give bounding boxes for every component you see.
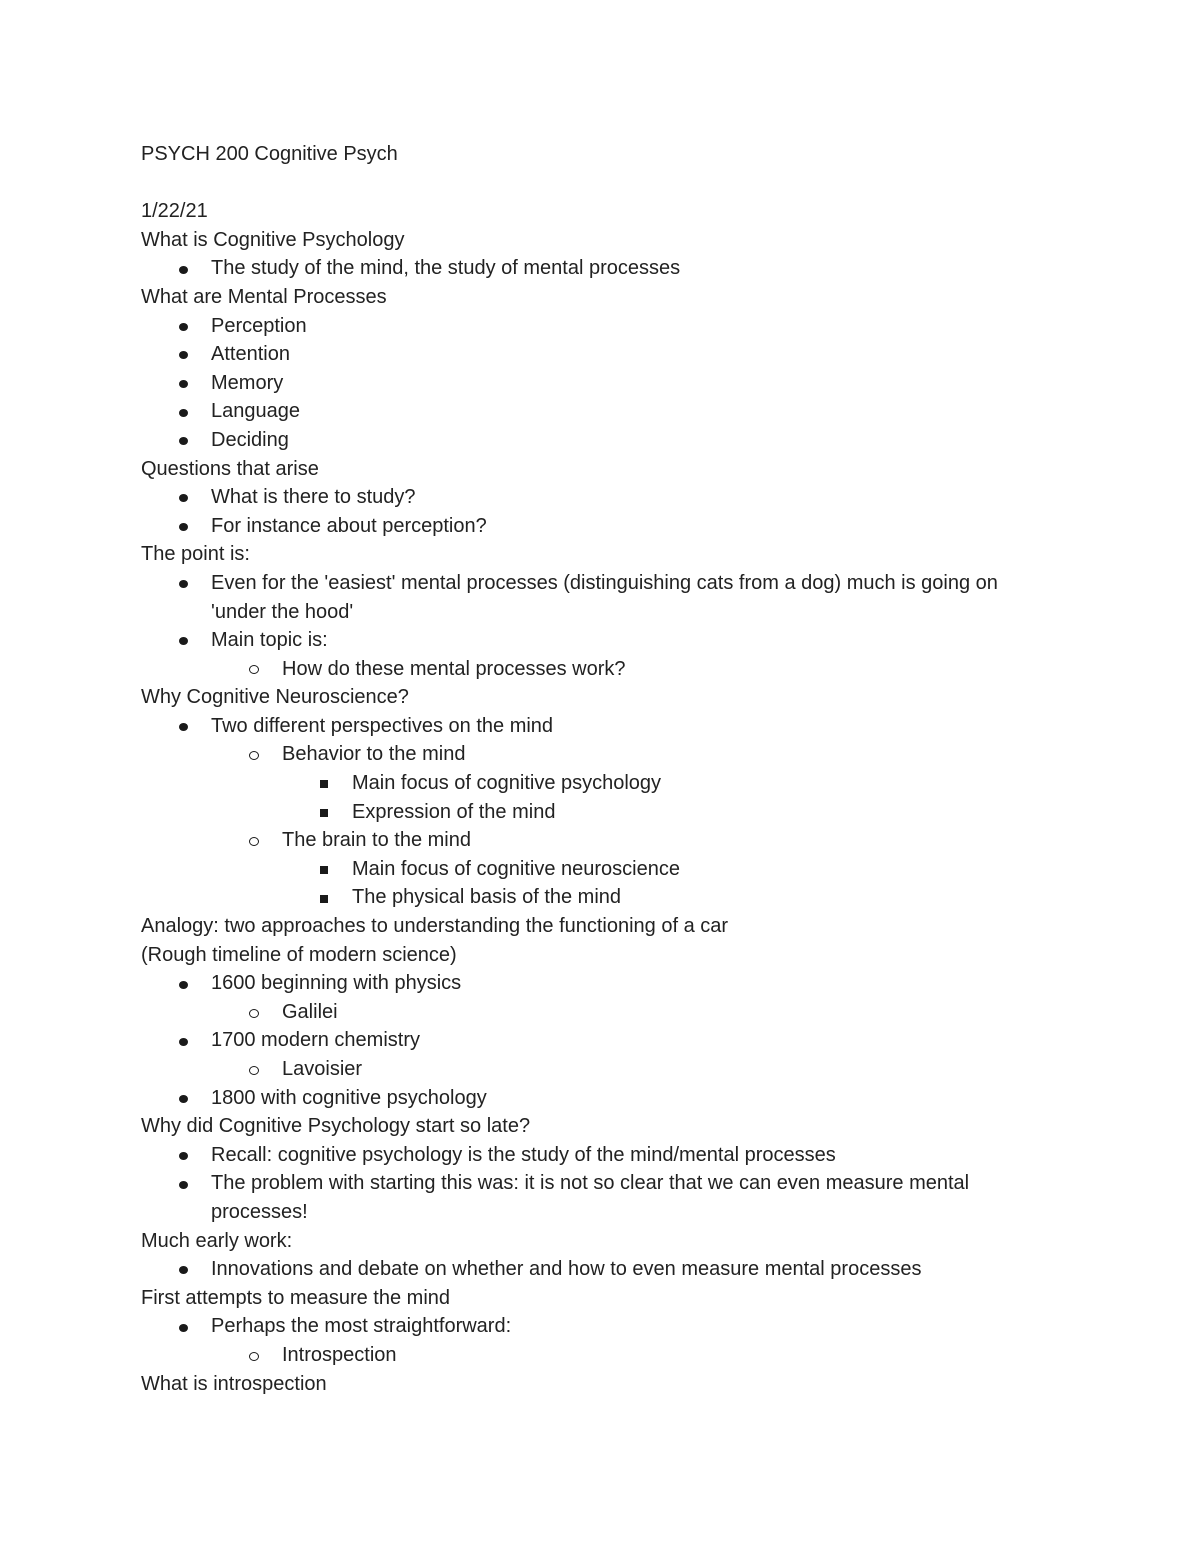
- line-text: Deciding: [211, 428, 289, 451]
- hollow-bullet-icon: [244, 740, 264, 769]
- line-text: Perhaps the most straightforward:: [211, 1315, 512, 1338]
- line-text: What is introspection: [141, 1372, 327, 1395]
- line-text: Behavior to the mind: [282, 743, 466, 766]
- line-text: Perception: [211, 314, 307, 337]
- list-item: [141, 998, 1041, 1027]
- hollow-bullet-icon: [244, 1341, 264, 1370]
- filled-bullet-icon: [173, 512, 193, 541]
- list-item: [141, 626, 1041, 655]
- line-text: The study of the mind, the study of mental processes: [211, 257, 681, 280]
- line-text: How do these mental processes work?: [282, 657, 626, 680]
- heading-line: [141, 540, 1041, 569]
- filled-bullet-icon: [173, 1169, 193, 1198]
- filled-bullet-icon: [173, 969, 193, 998]
- list-item: [141, 969, 1041, 998]
- line-text: What are Mental Processes: [141, 285, 387, 308]
- square-bullet-icon: [314, 798, 334, 827]
- list-item: [141, 740, 1041, 769]
- filled-bullet-icon: [173, 312, 193, 341]
- filled-bullet-icon: [173, 340, 193, 369]
- heading-line: [141, 1370, 1041, 1399]
- line-text: Analogy: two approaches to understanding the functioning of a car: [141, 915, 729, 938]
- line-text: Language: [211, 400, 300, 423]
- list-item: [141, 512, 1041, 541]
- line-text: Two different perspectives on the mind: [211, 714, 554, 737]
- filled-bullet-icon: [173, 483, 193, 512]
- filled-bullet-icon: [173, 626, 193, 655]
- blank-line: [141, 169, 1041, 198]
- line-text: 1600 beginning with physics: [211, 972, 462, 995]
- line-text: Main topic is:: [211, 629, 328, 652]
- document-title: PSYCH 200 Cognitive Psych: [141, 143, 398, 165]
- line-text: Expression of the mind: [352, 800, 556, 823]
- list-item: [141, 769, 1041, 798]
- line-text: Lavoisier: [282, 1058, 363, 1080]
- line-text: The brain to the mind: [282, 829, 471, 852]
- heading-line: [141, 226, 1041, 255]
- list-item: [141, 483, 1041, 512]
- list-item: [141, 312, 1041, 341]
- line-text: Introspection: [282, 1343, 397, 1366]
- heading-line: [141, 912, 1041, 941]
- list-item: [141, 826, 1041, 855]
- line-text: What is there to study?: [211, 486, 416, 509]
- line-text: 1800 with cognitive psychology: [211, 1086, 487, 1109]
- list-item: [141, 1312, 1041, 1341]
- line-text: What is Cognitive Psychology: [141, 228, 405, 251]
- heading-line: [141, 941, 1041, 970]
- line-text: Innovations and debate on whether and how to even measure mental processes: [211, 1258, 922, 1281]
- line-text: Why did Cognitive Psychology start so late?: [141, 1115, 531, 1138]
- list-item: [141, 369, 1041, 398]
- square-bullet-icon: [314, 855, 334, 884]
- document-body: [141, 140, 1041, 1398]
- list-item: [141, 798, 1041, 827]
- list-item: [141, 883, 1041, 912]
- square-bullet-icon: [314, 769, 334, 798]
- line-text: For instance about perception?: [211, 514, 487, 537]
- heading-line: [141, 1284, 1041, 1313]
- heading-line: [141, 283, 1041, 312]
- filled-bullet-icon: [173, 1141, 193, 1170]
- line-text: Why Cognitive Neuroscience?: [141, 686, 409, 709]
- heading-line: [141, 1227, 1041, 1256]
- line-text: Main focus of cognitive psychology: [352, 772, 662, 795]
- list-item: [141, 340, 1041, 369]
- list-item: [141, 712, 1041, 741]
- line-text: First attempts to measure the mind: [141, 1286, 451, 1309]
- list-item: [141, 855, 1041, 884]
- list-item: [141, 1055, 1041, 1084]
- list-item: [141, 1169, 1041, 1226]
- filled-bullet-icon: [173, 1255, 193, 1284]
- hollow-bullet-icon: [244, 655, 264, 684]
- filled-bullet-icon: [173, 397, 193, 426]
- line-text: Questions that arise: [141, 457, 319, 480]
- outline-list: [141, 226, 1041, 1398]
- line-text: (Rough timeline of modern science): [141, 943, 457, 966]
- line-text: The problem with starting this was: it is not so clear that we can even measure mental processes!: [211, 1172, 970, 1223]
- list-item: [141, 1141, 1041, 1170]
- document-date: 1/22/21: [141, 200, 208, 223]
- list-item: [141, 569, 1041, 626]
- line-text: Recall: cognitive psychology is the study of the mind/mental processes: [211, 1143, 836, 1166]
- list-item: [141, 1341, 1041, 1370]
- line-text: Memory: [211, 371, 284, 394]
- filled-bullet-icon: [173, 569, 193, 598]
- list-item: [141, 397, 1041, 426]
- list-item: [141, 254, 1041, 283]
- hollow-bullet-icon: [244, 1055, 264, 1084]
- square-bullet-icon: [314, 883, 334, 912]
- list-item: [141, 1084, 1041, 1113]
- line-text: Main focus of cognitive neuroscience: [352, 857, 680, 880]
- filled-bullet-icon: [173, 369, 193, 398]
- line-text: The physical basis of the mind: [352, 886, 622, 909]
- list-item: [141, 655, 1041, 684]
- hollow-bullet-icon: [244, 826, 264, 855]
- filled-bullet-icon: [173, 1026, 193, 1055]
- line-text: Galilei: [282, 1000, 338, 1023]
- list-item: [141, 1255, 1041, 1284]
- heading-line: [141, 683, 1041, 712]
- line-text: Much early work:: [141, 1229, 293, 1252]
- line-text: 1700 modern chemistry: [211, 1029, 420, 1052]
- filled-bullet-icon: [173, 426, 193, 455]
- filled-bullet-icon: [173, 712, 193, 741]
- line-text: The point is:: [141, 543, 250, 566]
- list-item: [141, 1026, 1041, 1055]
- line-text: Attention: [211, 343, 290, 366]
- line-text: Even for the 'easiest' mental processes (distinguishing cats from a dog) much is going on 'under the hood': [211, 571, 998, 623]
- filled-bullet-icon: [173, 254, 193, 283]
- filled-bullet-icon: [173, 1084, 193, 1113]
- list-item: [141, 426, 1041, 455]
- filled-bullet-icon: [173, 1312, 193, 1341]
- heading-line: [141, 1112, 1041, 1141]
- heading-line: [141, 455, 1041, 484]
- hollow-bullet-icon: [244, 998, 264, 1027]
